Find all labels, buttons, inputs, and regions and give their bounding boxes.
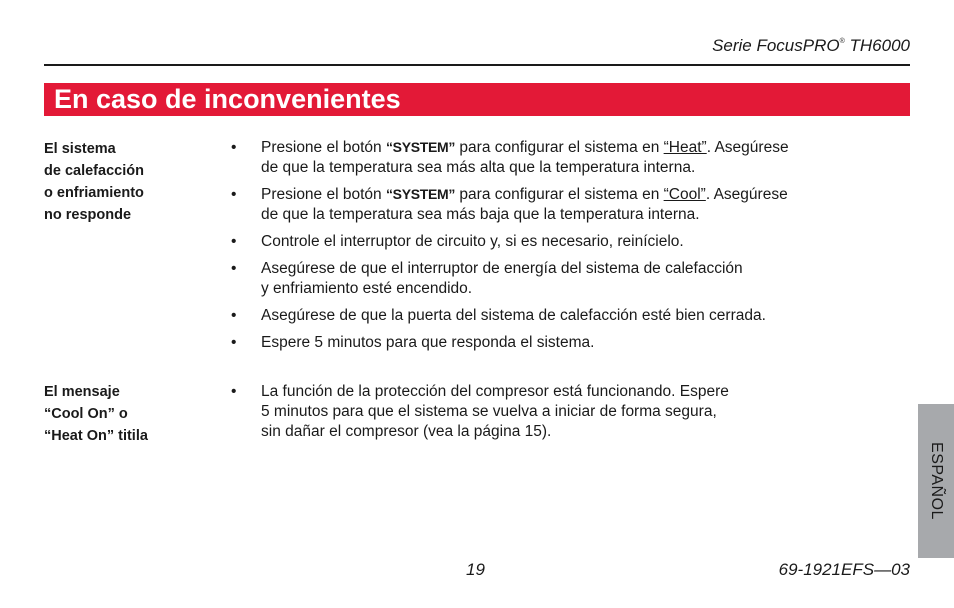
- header-divider: [44, 64, 910, 66]
- title-banner: [44, 83, 910, 116]
- list-item: • Presione el botón “SYSTEM” para configurar el sistema en “Heat”. Asegúrese de que la temperatura sea más alta que la temperatura interna.: [231, 139, 789, 176]
- label-line: de calefacción: [44, 163, 144, 179]
- label-line: El mensaje: [44, 384, 120, 400]
- heat-mode-text: “Heat”: [663, 139, 707, 156]
- bullet-icon: •: [231, 186, 237, 203]
- label-line: o enfriamiento: [44, 185, 144, 201]
- language-tab-label: ESPAÑOL: [928, 442, 945, 520]
- page-title: En caso de inconvenientes: [54, 84, 401, 114]
- bullet-list-no-response: [231, 137, 891, 359]
- bullet-icon: •: [231, 334, 237, 351]
- bullet-icon: •: [231, 233, 237, 250]
- document-number: 69-1921EFS—03: [778, 560, 910, 579]
- bullet-list-blinking-message: [231, 381, 891, 448]
- list-item: • Presione el botón “SYSTEM” para configurar el sistema en “Cool”. Asegúrese de que la temperatura sea más baja que la temperatura interna.: [231, 186, 788, 223]
- list-item: • La función de la protección del compresor está funcionando. Espere 5 minutos para que el sistema se vuelva a iniciar de forma segura, sin dañar el compresor (vea la página 15).: [231, 383, 729, 440]
- cool-mode-text: “Cool”: [663, 186, 706, 203]
- list-item: • Espere 5 minutos para que responda el sistema.: [231, 334, 595, 351]
- section-label-no-response: [44, 138, 204, 226]
- bullet-icon: •: [231, 307, 237, 324]
- bullet-icon: •: [231, 260, 237, 277]
- list-item: • Asegúrese de que el interruptor de energía del sistema de calefacción y enfriamiento esté encendido.: [231, 260, 743, 297]
- label-line: no responde: [44, 207, 132, 223]
- language-tab: [918, 404, 954, 558]
- bullet-icon: •: [231, 383, 237, 400]
- label-line: “Cool On” o: [44, 406, 128, 422]
- registered-mark: ®: [839, 38, 845, 45]
- model-number: TH6000: [849, 36, 910, 55]
- list-item: • Controle el interruptor de circuito y, si es necesario, reinícielo.: [231, 233, 684, 250]
- list-item: • Asegúrese de que la puerta del sistema de calefacción esté bien cerrada.: [231, 307, 766, 324]
- section-label-blinking-message: [44, 381, 204, 447]
- series-name: Serie FocusPRO: [712, 36, 840, 55]
- bullet-icon: •: [231, 139, 237, 156]
- system-button-name: “SYSTEM”: [385, 139, 456, 155]
- series-header: [712, 36, 910, 56]
- label-line: “Heat On” titila: [44, 428, 148, 444]
- page-number: 19: [466, 560, 485, 579]
- label-line: El sistema: [44, 141, 116, 157]
- system-button-name: “SYSTEM”: [385, 186, 456, 202]
